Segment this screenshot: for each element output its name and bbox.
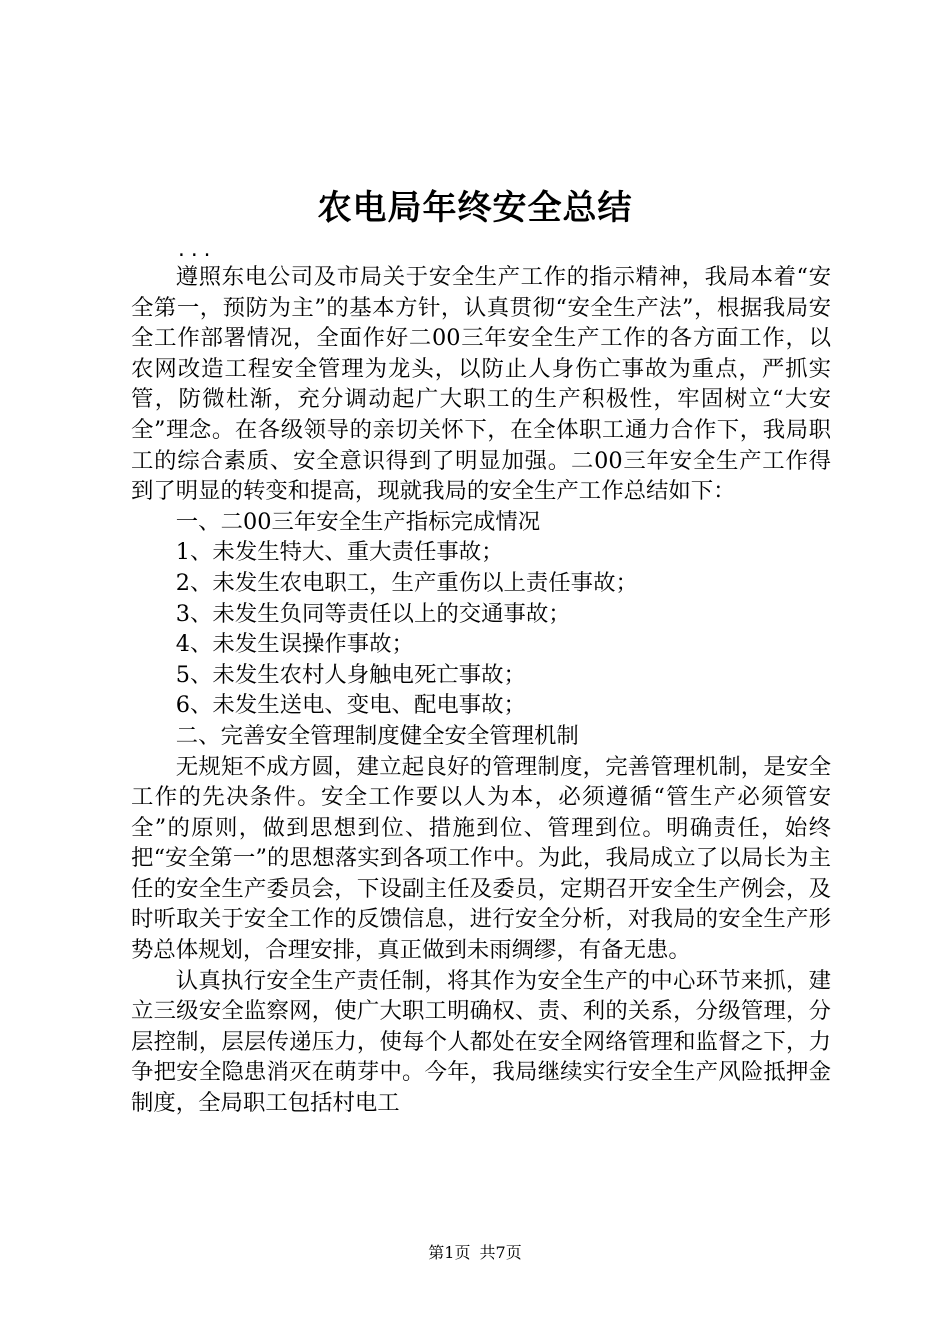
paragraph-responsibility: 认真执行安全生产责任制，将其作为安全生产的中心环节来抓，建立三级安全监察网，使广大职工明确权、责、利的关系，分级管理，分层控制，层层传递压力，使每个人都处在安全网络管理和监督之下，力争把安全隐患消灭在萌芽中。今年，我局继续实行安全生产风险抵押金制度，全局职工包括村电工 — [131, 967, 831, 1117]
list-item: 1、未发生特大、重大责任事故； — [175, 539, 504, 566]
page-footer — [0, 1242, 950, 1264]
page-total: 共7页 — [479, 1243, 522, 1262]
list-item: 2、未发生农电职工，生产重伤以上责任事故； — [175, 569, 638, 596]
list-item: 6、未发生送电、变电、配电事故； — [175, 692, 526, 719]
list-item: 5、未发生农村人身触电死亡事故； — [175, 661, 526, 688]
ellipsis-mark: ... — [176, 240, 215, 261]
page-number: 第1页 — [428, 1243, 471, 1262]
document-title: 农电局年终安全总结 — [317, 188, 633, 228]
list-item: 3、未发生负同等责任以上的交通事故； — [175, 600, 571, 627]
heading-section-1: 一、二00三年安全生产指标完成情况 — [175, 508, 541, 535]
document-body — [131, 262, 831, 1119]
heading-section-2: 二、完善安全管理制度健全安全管理机制 — [175, 722, 579, 749]
paragraph-intro: 遵照东电公司及市局关于安全生产工作的指示精神，我局本着“安全第一，预防为主”的基本方针，认真贯彻“安全生产法”，根据我局安全工作部署情况，全面作好二00三年安全生产工作的各方面工作，以农网改造工程安全管理为龙头，以防止人身伤亡事故为重点，严抓实管，防微杜渐，充分调动起广大职工的生产积极性，牢固树立“大安全”理念。在各级领导的亲切关怀下，在全体职工通力合作下，我局职工的综合素质、安全意识得到了明显加强。二00三年安全生产工作得到了明显的转变和提高，现就我局的安全生产工作总结如下： — [131, 264, 831, 505]
list-item: 4、未发生误操作事故； — [175, 631, 414, 658]
paragraph-management: 无规矩不成方圆，建立起良好的管理制度，完善管理机制，是安全工作的先决条件。安全工作要以人为本，必须遵循“管生产必须管安全”的原则，做到思想到位、措施到位、管理到位。明确责任，始终把“安全第一”的思想落实到各项工作中。为此，我局成立了以局长为主任的安全生产委员会，下设副主任及委员，定期召开安全生产例会，及时听取关于安全工作的反馈信息，进行安全分析，对我局的安全生产形势总体规划，合理安排，真正做到未雨绸缪，有备无患。 — [131, 753, 831, 964]
